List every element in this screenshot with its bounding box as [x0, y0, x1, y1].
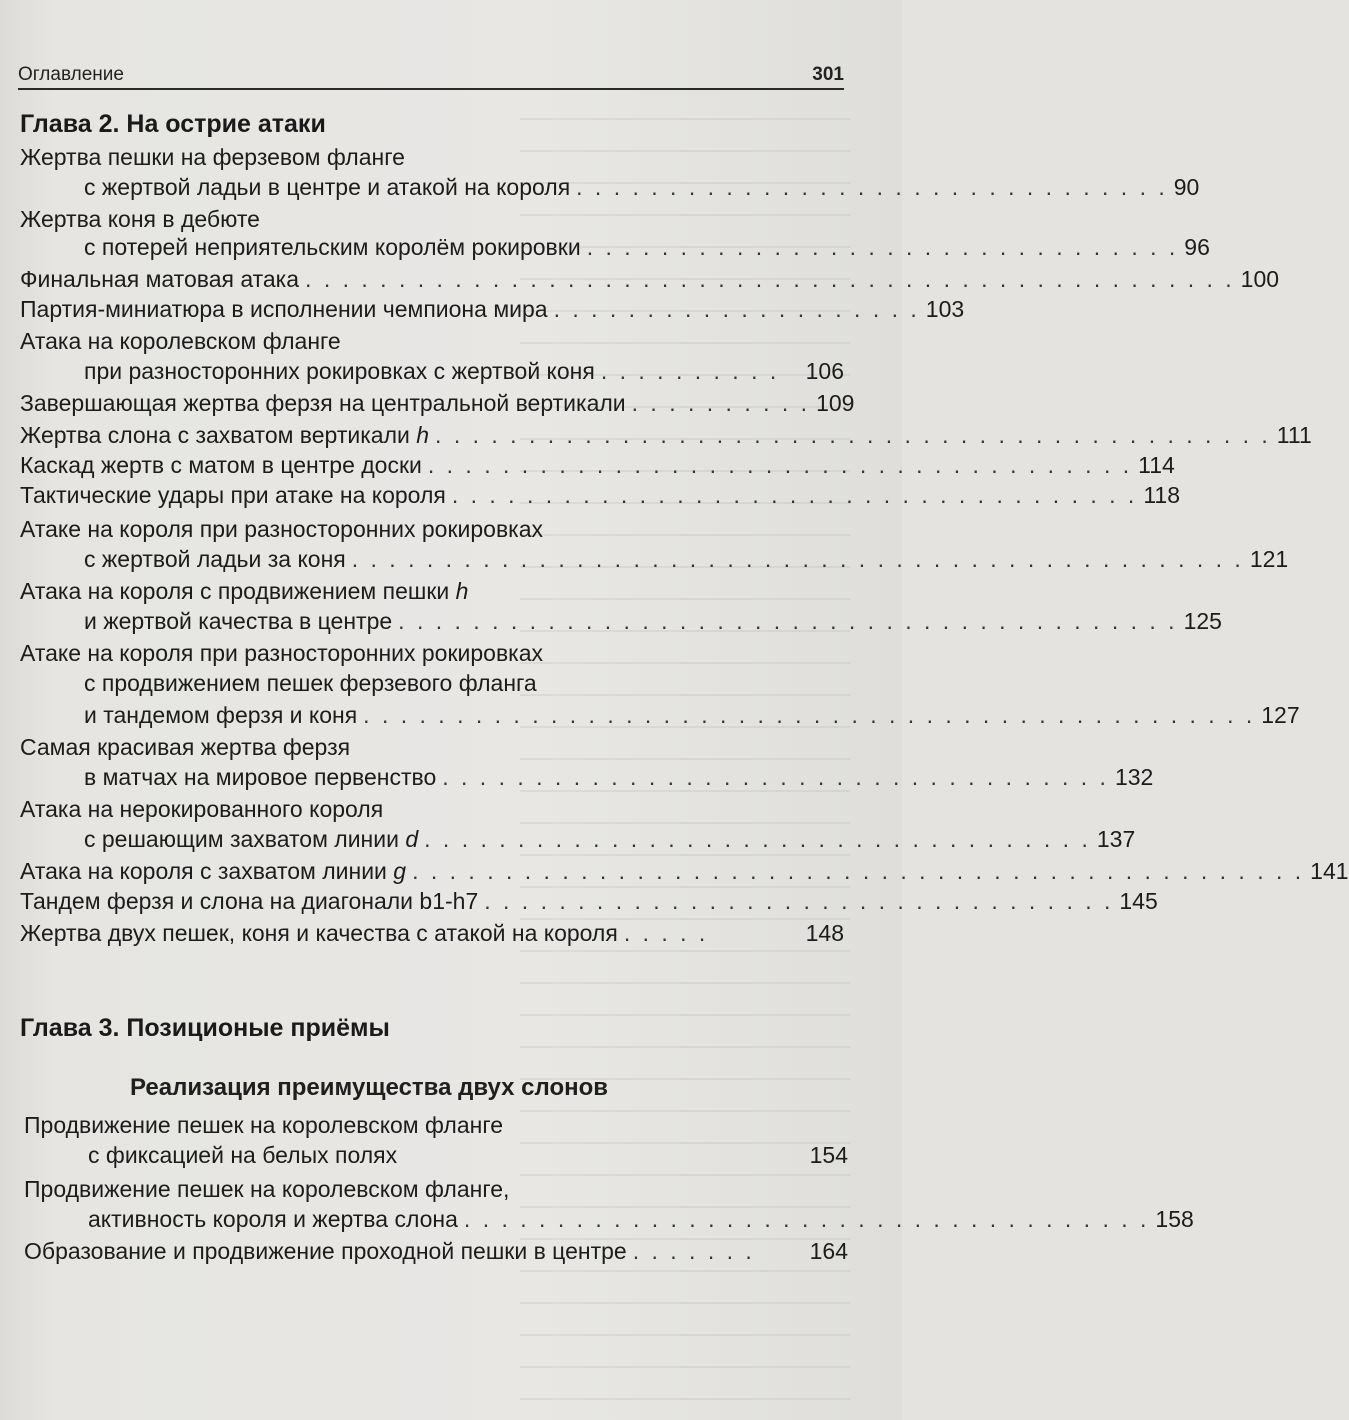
- toc-entry[interactable]: с фиксацией на белых полях 154: [88, 1142, 848, 1168]
- header-title: Оглавление: [18, 64, 124, 85]
- page-number: 132: [1114, 764, 1154, 790]
- toc-entry[interactable]: Каскад жертв с матом в центре доски . . . . . . . . . . . . . . . . . . . . . . . . . . . . . . . . . . . . . . 114: [20, 452, 1175, 478]
- dot-leader: . . . . . . . . . . . . . . . . . . . . . . . . . . . . . . . . . .: [484, 888, 1114, 914]
- toc-entry[interactable]: и жертвой качества в центре . . . . . . . . . . . . . . . . . . . . . . . . . . . . . . . . . . . . . . . . . . 125: [84, 608, 1222, 634]
- page-number: 127: [1261, 702, 1300, 728]
- page-number: 109: [816, 390, 855, 416]
- toc-entry[interactable]: в матчах на мировое первенство . . . . . . . . . . . . . . . . . . . . . . . . . . . . . . . . . . . . 132: [84, 764, 1154, 790]
- toc-entry[interactable]: и тандемом ферзя и коня . . . . . . . . . . . . . . . . . . . . . . . . . . . . . . . . . . . . . . . . . . . . . . . . 127: [84, 702, 1300, 728]
- toc-entry-line: Атака на королевском фланге: [20, 328, 341, 354]
- page-number: 100: [1240, 266, 1280, 292]
- toc-entry[interactable]: с жертвой ладьи в центре и атакой на короля . . . . . . . . . . . . . . . . . . . . . . . . . . . . . . . . 90: [84, 174, 1200, 200]
- toc-entry-line: Жертва коня в дебюте: [20, 206, 260, 232]
- dot-leader: . . . . . . . . . .: [631, 390, 811, 416]
- chapter-2-title: Глава 2. На острие атаки: [20, 110, 326, 138]
- toc-entry-line: Атаке на короля при разносторонних рокировках: [20, 640, 544, 666]
- toc-entry[interactable]: Партия-миниатюра в исполнении чемпиона мира . . . . . . . . . . . . . . . . . . . . 103: [20, 296, 965, 322]
- chapter-3-title: Глава 3. Позиционые приёмы: [20, 1014, 390, 1042]
- page-number: 90: [1173, 174, 1200, 200]
- toc-entry[interactable]: Атака на короля с захватом линии g . . . . . . . . . . . . . . . . . . . . . . . . . . . . . . . . . . . . . . . . . . . . . . . . 141: [20, 858, 1349, 884]
- dot-leader: . . . . . . . . . . . . . . . . . . . . . . . . . . . . . . . . . . . . . . . . . . . . .: [435, 422, 1271, 448]
- dot-leader: . . . . . . . . . . . . . . . . . . . . . . . . . . . . . . . . . . . . . .: [427, 452, 1133, 478]
- page-number: 106: [805, 358, 844, 384]
- page-number: 141: [1310, 858, 1349, 884]
- toc-entry[interactable]: Завершающая жертва ферзя на центральной вертикали . . . . . . . . . . 109: [20, 390, 855, 416]
- dot-leader: [403, 1140, 804, 1170]
- toc-entry[interactable]: активность короля и жертва слона . . . . . . . . . . . . . . . . . . . . . . . . . . . . . . . . . . . . . 158: [88, 1206, 1194, 1232]
- page-number: 145: [1119, 888, 1158, 914]
- toc-entry-line: с продвижением пешек ферзевого фланга: [84, 670, 537, 696]
- page-number: 111: [1276, 422, 1312, 448]
- dot-leader: . . . . . . . . . . . . . . . . . . . . . . . . . . . . . . . .: [586, 234, 1179, 260]
- toc-entry[interactable]: Образование и продвижение проходной пешки в центре . . . . . . . 164: [24, 1238, 848, 1264]
- page-number: 114: [1138, 452, 1175, 478]
- dot-leader: . . . . . . . . . . . . . . . . . . . . . . . . . . . . . . . . . . . . . . . . . . . . . . . .: [412, 858, 1305, 884]
- page-number: 125: [1183, 608, 1222, 634]
- dot-leader: . . . . . . . . . . . . . . . . . . . . . . . . . . . . . . . . . . . . . . . . . . . . . . . .: [351, 546, 1244, 572]
- dot-leader: . . . . . . . . . . . . . . . . . . . . . . . . . . . . . . . . . . . . . . . . . .: [398, 608, 1178, 634]
- dot-leader: . . . . . . . . . . . . . . . . . . . . . . . . . . . . . . . . . . . . .: [451, 482, 1138, 508]
- running-header: [18, 58, 844, 86]
- page-number: 158: [1155, 1206, 1194, 1232]
- toc-entry-line: Продвижение пешек на королевском фланге: [24, 1112, 504, 1138]
- toc-entry-line: Атака на нерокированного короля: [20, 796, 384, 822]
- toc-entry[interactable]: с жертвой ладьи за коня . . . . . . . . . . . . . . . . . . . . . . . . . . . . . . . . . . . . . . . . . . . . . . . . 121: [84, 546, 1289, 572]
- toc-entry-line: Атака на короля с продвижением пешки h: [20, 578, 469, 604]
- dot-leader: . . . . . . . . . . . . . . . . . . . . . . . . . . . . . . . . . . . .: [442, 764, 1109, 790]
- dot-leader: . . . . . . . . . . . . . . . . . . . . . . . . . . . . . . . .: [576, 174, 1168, 200]
- page-number: 154: [809, 1142, 848, 1168]
- dot-leader: . . . . . . . . . . . . . . . . . . . .: [553, 296, 920, 322]
- section-heading: Реализация преимущества двух слонов: [130, 1074, 609, 1101]
- page-number: 137: [1096, 826, 1136, 852]
- toc-entry[interactable]: с решающим захватом линии d . . . . . . . . . . . . . . . . . . . . . . . . . . . . . . . . . . . . 137: [84, 826, 1136, 852]
- page-number: 121: [1249, 546, 1289, 572]
- header-page-number: 301: [812, 64, 844, 85]
- toc-entry[interactable]: Жертва двух пешек, коня и качества с атакой на короля . . . . . 148: [20, 920, 844, 946]
- toc-entry-line: Атаке на короля при разносторонних рокировках: [20, 516, 544, 542]
- toc-entry-line: Самая красивая жертва ферзя: [20, 734, 351, 760]
- page-number: 96: [1184, 234, 1210, 260]
- page-number: 118: [1143, 482, 1180, 508]
- dot-leader: . . . . . . . . . . . . . . . . . . . . . . . . . . . . . . . . . . . . .: [463, 1206, 1150, 1232]
- dot-leader: . . . . . . . . . . . . . . . . . . . . . . . . . . . . . . . . . . . . . . . . . . . . . . . . . .: [305, 266, 1235, 292]
- toc-entry[interactable]: Тандем ферзя и слона на диагонали b1-h7 . . . . . . . . . . . . . . . . . . . . . . . . . . . . . . . . . . 145: [20, 888, 1158, 914]
- toc-entry[interactable]: при разносторонних рокировках с жертвой коня . . . . . . . . . . 106: [84, 358, 844, 384]
- toc-entry-line: Жертва пешки на ферзевом фланге: [20, 144, 405, 170]
- dot-leader: . . . . . . . . . . . . . . . . . . . . . . . . . . . . . . . . . . . . . . . . . . . . . . . .: [363, 702, 1256, 728]
- dot-leader: . . . . .: [623, 920, 709, 946]
- page-number: 148: [805, 920, 844, 946]
- toc-entry[interactable]: Финальная матовая атака . . . . . . . . . . . . . . . . . . . . . . . . . . . . . . . . . . . . . . . . . . . . . . . . . . 100: [20, 266, 1280, 292]
- dot-leader: . . . . . . . . . . . . . . . . . . . . . . . . . . . . . . . . . . . .: [424, 826, 1091, 852]
- page-number: 164: [809, 1238, 848, 1264]
- page-number: 103: [925, 296, 965, 322]
- dot-leader: . . . . . . . . . .: [600, 358, 780, 384]
- dot-leader: . . . . . . .: [632, 1238, 755, 1264]
- header-rule: [18, 88, 844, 90]
- toc-entry[interactable]: Тактические удары при атаке на короля . . . . . . . . . . . . . . . . . . . . . . . . . . . . . . . . . . . . . 118: [20, 482, 1180, 508]
- toc-entry[interactable]: с потерей неприятельским королём рокировки . . . . . . . . . . . . . . . . . . . . . . . . . . . . . . . . 96: [84, 234, 1210, 260]
- toc-entry-line: Продвижение пешек на королевском фланге,: [24, 1176, 510, 1202]
- toc-entry[interactable]: Жертва слона с захватом вертикали h . . . . . . . . . . . . . . . . . . . . . . . . . . . . . . . . . . . . . . . . . . . . . 111: [20, 422, 1312, 448]
